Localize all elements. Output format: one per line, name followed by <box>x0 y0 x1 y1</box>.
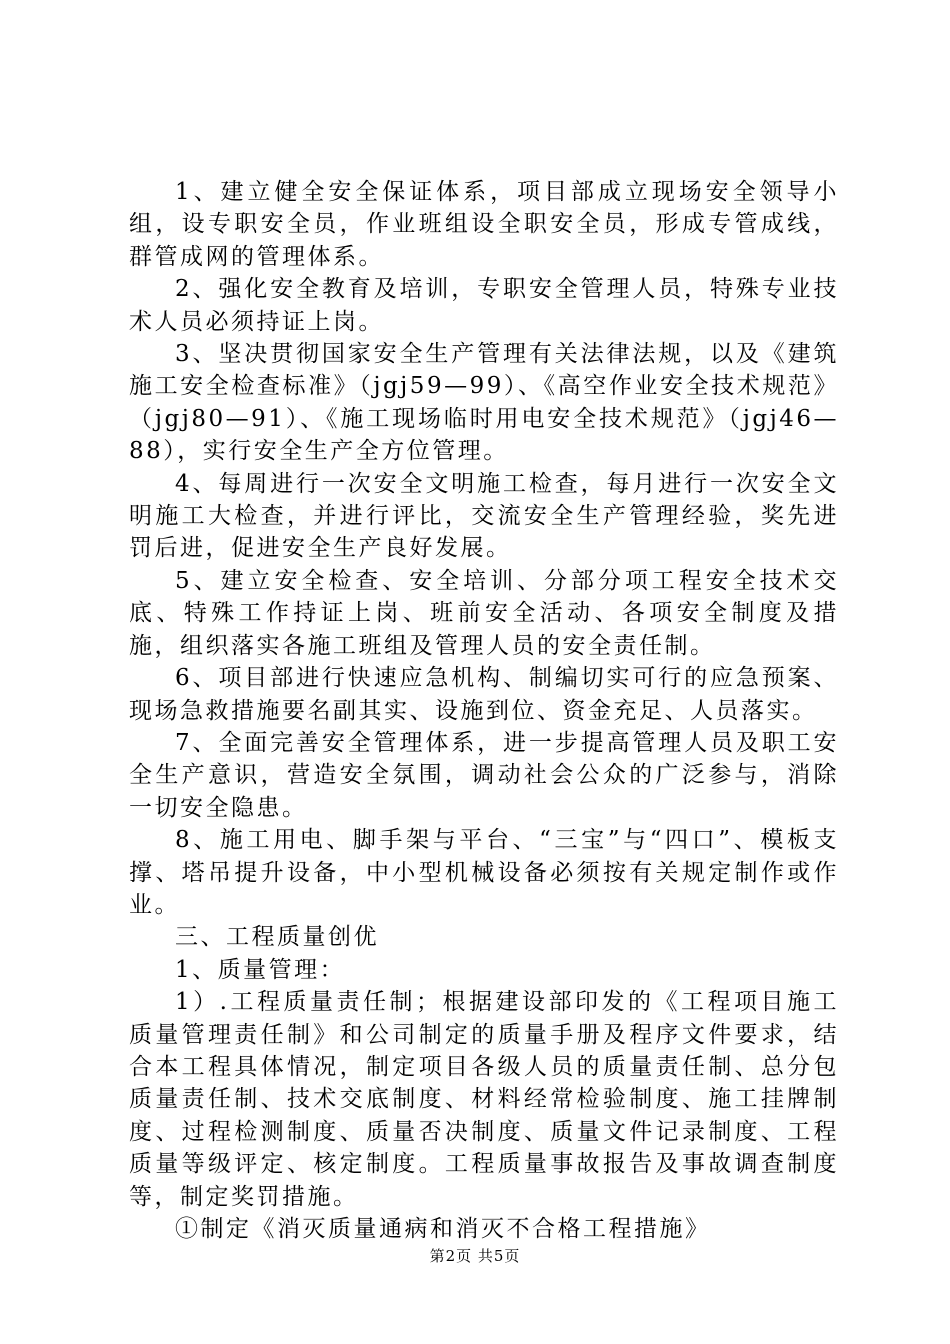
section-heading-quality: 三、工程质量创优 <box>175 924 379 951</box>
paragraph-4: 4、每周进行一次安全文明施工检查，每月进行一次安全文明施工大检查，并进行评比，交流安全生产管理经验，奖先进罚后进，促进安全生产良好发展。 <box>129 470 839 562</box>
paragraph-1: 1、建立健全安全保证体系，项目部成立现场安全领导小组，设专职安全员，作业班组设全职安全员，形成专管成线，群管成网的管理体系。 <box>129 179 839 270</box>
document-body <box>129 176 839 1245</box>
paragraph-2: 2、强化安全教育及培训，专职安全管理人员，特殊专业技术人员必须持证上岗。 <box>129 276 839 335</box>
paragraph-measure-item: ①制定《消灭质量通病和消灭不合格工程措施》 <box>175 1216 711 1242</box>
paragraph-8: 8、施工用电、脚手架与平台、“三宝”与“四口”、模板支撑、塔吊提升设备，中小型机械设备必须按有关规定制作或作业。 <box>129 827 839 918</box>
paragraph-5: 5、建立安全检查、安全培训、分部分项工程安全技术交底、特殊工作持证上岗、班前安全活动、各项安全制度及措施，组织落实各施工班组及管理人员的安全责任制。 <box>129 567 839 659</box>
subheading-quality-management: 1、质量管理： <box>175 956 346 983</box>
paragraph-7: 7、全面完善安全管理体系，进一步提高管理人员及职工安全生产意识，营造安全氛围，调动社会公众的广泛参与，消除一切安全隐患。 <box>129 729 839 821</box>
paragraph-6: 6、项目部进行快速应急机构、制编切实可行的应急预案、现场急救措施要名副其实、设施到位、资金充足、人员落实。 <box>129 665 839 724</box>
page-number-footer: 第2页 共5页 <box>429 1247 521 1265</box>
paragraph-quality-responsibility: 1）.工程质量责任制；根据建设部印发的《工程项目施工质量管理责任制》和公司制定的质量手册及程序文件要求，结合本工程具体情况，制定项目各级人员的质量责任制、总分包质量责任制、技术交底制度、材料经常检验制度、施工挂牌制度、过程检测制度、质量否决制度、质量文件记录制度、工程质量等级评定、核定制度。工程质量事故报告及事故调查制度等，制定奖罚措施。 <box>129 989 839 1210</box>
paragraph-3: 3、坚决贯彻国家安全生产管理有关法律法规，以及《建筑施工安全检查标准》（jgj59—99）、《高空作业安全技术规范》（jgj80—91）、《施工现场临时用电安全技术规范》（jgj46—88），实行安全生产全方位管理。 <box>129 341 839 465</box>
